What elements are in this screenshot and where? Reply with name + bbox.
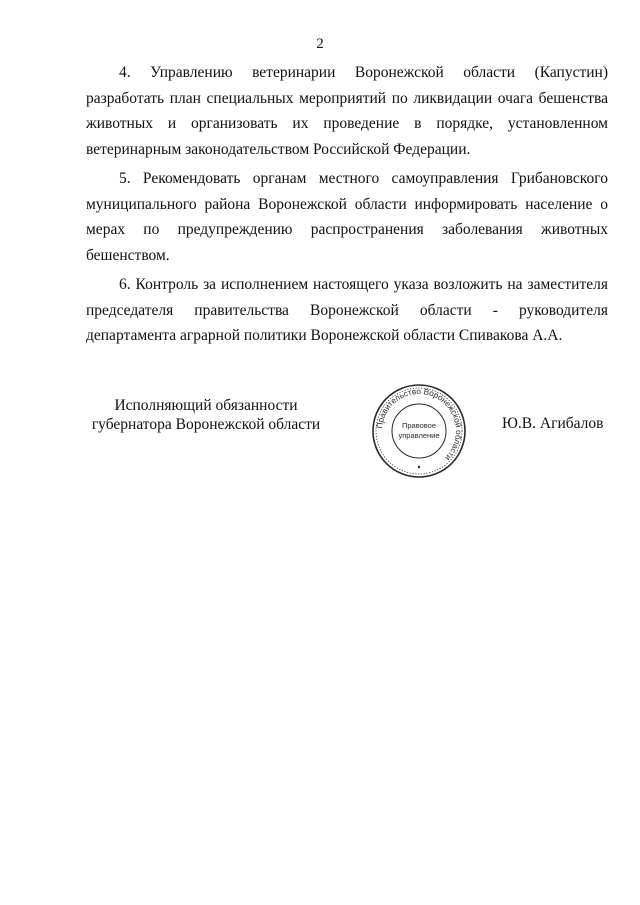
document-body <box>86 60 608 353</box>
stamp-inner-line-1: Правовое <box>401 421 437 430</box>
paragraph-6: 6. Контроль за исполнением настоящего указа возложить на заместителя председателя правительства Воронежской области - руководителя департамента аграрной политики Воронежской области Спивакова А.А. <box>86 276 608 344</box>
paragraph-5: 5. Рекомендовать органам местного самоуправления Грибановского муниципального района Воронежской области информировать население о мерах по предупреждению распространения заболевания животных бешенством. <box>86 170 608 264</box>
official-stamp <box>370 382 468 480</box>
paragraph-4: 4. Управлению ветеринарии Воронежской области (Капустин) разработать план специальных мероприятий по ликвидации очага бешенства животных и организовать их проведение в порядке, установленном ветеринарным законодательством Российской Федерации. <box>86 64 608 158</box>
signatory-title-line-1: Исполняющий обязанности <box>114 397 298 414</box>
page-number: 2 <box>316 36 324 52</box>
signature-block <box>0 380 640 480</box>
signatory-title <box>86 396 326 434</box>
signatory-title-line-2: губернатора Воронежской области <box>91 416 321 433</box>
stamp-outer-text: Правительство Воронежской области <box>375 386 464 463</box>
signatory-name: Ю.В. Агибалов <box>502 415 604 432</box>
stamp-inner-line-2: управление <box>398 431 440 440</box>
stamp-seal-icon <box>370 382 468 480</box>
